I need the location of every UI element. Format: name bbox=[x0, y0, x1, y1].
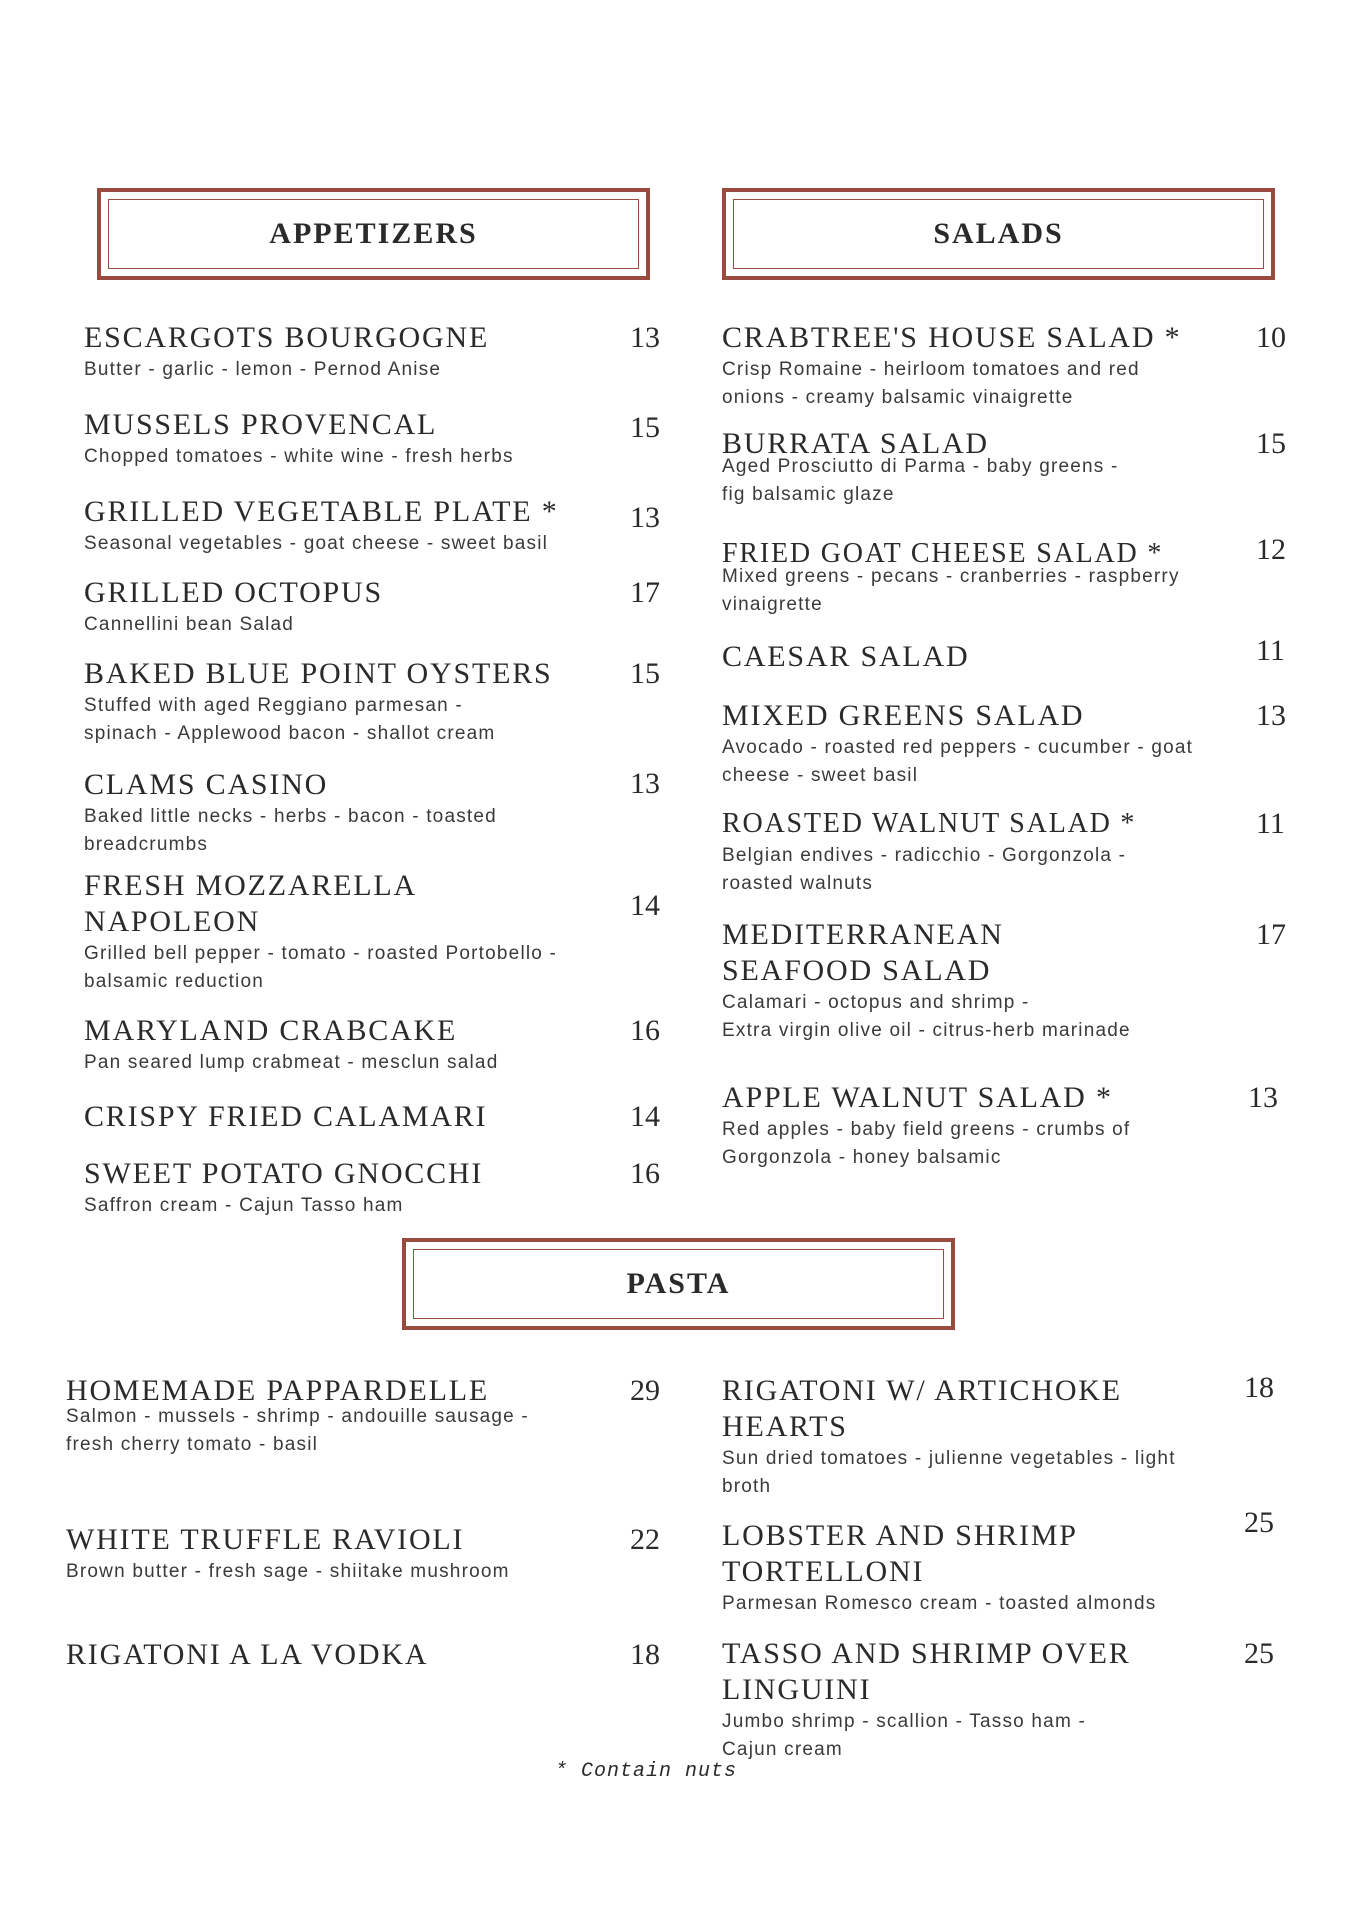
item-description: Belgian endives - radicchio - Gorgonzola - bbox=[722, 845, 1127, 866]
appetizers-title: APPETIZERS bbox=[108, 199, 639, 269]
item-name: FRESH MOZZARELLA bbox=[84, 869, 417, 902]
appetizers-header bbox=[97, 188, 650, 280]
item-name: BAKED BLUE POINT OYSTERS bbox=[84, 657, 553, 690]
item-description: Saffron cream - Cajun Tasso ham bbox=[84, 1195, 404, 1216]
item-name: APPLE WALNUT SALAD * bbox=[722, 1081, 1113, 1114]
menu-item bbox=[84, 494, 559, 558]
menu-item bbox=[84, 868, 557, 996]
item-description: roasted walnuts bbox=[722, 873, 874, 894]
item-price: 22 bbox=[630, 1523, 660, 1556]
item-description: broth bbox=[722, 1476, 772, 1497]
item-description: Grilled bell pepper - tomato - roasted Portobello - bbox=[84, 943, 558, 964]
menu-item bbox=[66, 1637, 428, 1673]
item-price: 18 bbox=[630, 1638, 660, 1671]
item-name: TASSO AND SHRIMP OVER bbox=[722, 1637, 1131, 1670]
item-description: Gorgonzola - honey balsamic bbox=[722, 1147, 1002, 1168]
item-description: Parmesan Romesco cream - toasted almonds bbox=[722, 1593, 1157, 1614]
item-price: 15 bbox=[630, 411, 660, 444]
item-description: Calamari - octopus and shrimp - bbox=[722, 992, 1030, 1013]
item-description: Sun dried tomatoes - julienne vegetables - light bbox=[722, 1448, 1176, 1469]
menu-item bbox=[722, 1080, 1130, 1172]
item-description: Brown butter - fresh sage - shiitake mushroom bbox=[66, 1561, 510, 1582]
footnote: * Contain nuts bbox=[555, 1760, 738, 1783]
item-price: 15 bbox=[630, 657, 660, 690]
menu-item bbox=[722, 426, 1119, 509]
item-description: Cannellini bean Salad bbox=[84, 614, 295, 635]
item-price: 11 bbox=[1256, 807, 1285, 840]
menu-item bbox=[722, 536, 1180, 619]
item-description: Extra virgin olive oil - citrus-herb marinade bbox=[722, 1020, 1131, 1041]
item-description: balsamic reduction bbox=[84, 971, 265, 992]
item-price: 14 bbox=[630, 1100, 660, 1133]
item-price: 13 bbox=[630, 767, 660, 800]
menu-item bbox=[66, 1373, 529, 1459]
item-description: breadcrumbs bbox=[84, 834, 209, 855]
menu-item bbox=[84, 767, 497, 859]
item-name: BURRATA SALAD bbox=[722, 427, 989, 460]
item-name: CRABTREE'S HOUSE SALAD * bbox=[722, 321, 1182, 354]
menu-item bbox=[722, 1373, 1176, 1501]
menu-item bbox=[722, 320, 1181, 412]
menu-item bbox=[84, 575, 383, 639]
item-price: 17 bbox=[1256, 918, 1286, 951]
item-name: SWEET POTATO GNOCCHI bbox=[84, 1157, 484, 1190]
item-name: HEARTS bbox=[722, 1410, 848, 1443]
item-price: 13 bbox=[1248, 1081, 1278, 1114]
item-name: LINGUINI bbox=[722, 1673, 872, 1706]
item-price: 13 bbox=[1256, 699, 1286, 732]
menu-item bbox=[722, 639, 969, 675]
item-price: 25 bbox=[1244, 1506, 1274, 1539]
item-price: 16 bbox=[630, 1157, 660, 1190]
item-description: fig balsamic glaze bbox=[722, 484, 895, 505]
item-description: Aged Prosciutto di Parma - baby greens - bbox=[722, 456, 1119, 477]
item-name: HOMEMADE PAPPARDELLE bbox=[66, 1374, 490, 1407]
item-name: GRILLED VEGETABLE PLATE * bbox=[84, 495, 559, 528]
item-name: NAPOLEON bbox=[84, 905, 261, 938]
item-price: 16 bbox=[630, 1014, 660, 1047]
item-description: Mixed greens - pecans - cranberries - raspberry bbox=[722, 566, 1180, 587]
menu-item bbox=[722, 1518, 1157, 1618]
item-description: Baked little necks - herbs - bacon - toasted bbox=[84, 806, 497, 827]
menu-item bbox=[84, 1013, 498, 1077]
menu-item bbox=[84, 1156, 483, 1220]
item-name: CRISPY FRIED CALAMARI bbox=[84, 1100, 488, 1133]
item-price: 18 bbox=[1244, 1371, 1274, 1404]
item-description: Salmon - mussels - shrimp - andouille sausage - bbox=[66, 1406, 529, 1427]
item-description: Butter - garlic - lemon - Pernod Anise bbox=[84, 359, 442, 380]
item-name: RIGATONI A LA VODKA bbox=[66, 1638, 429, 1671]
menu-item bbox=[722, 806, 1136, 898]
item-description: fresh cherry tomato - basil bbox=[66, 1434, 319, 1455]
item-price: 29 bbox=[630, 1374, 660, 1407]
item-price: 15 bbox=[1256, 427, 1286, 460]
menu-item bbox=[722, 1636, 1131, 1764]
item-name: MEDITERRANEAN bbox=[722, 918, 1004, 951]
item-description: Seasonal vegetables - goat cheese - sweet basil bbox=[84, 533, 549, 554]
item-name: RIGATONI W/ ARTICHOKE bbox=[722, 1374, 1122, 1407]
menu-item bbox=[66, 1522, 510, 1586]
item-name: CAESAR SALAD bbox=[722, 640, 970, 673]
item-description: vinaigrette bbox=[722, 594, 823, 615]
item-name: MARYLAND CRABCAKE bbox=[84, 1014, 458, 1047]
item-price: 17 bbox=[630, 576, 660, 609]
menu-item bbox=[722, 698, 1193, 790]
item-description: spinach - Applewood bacon - shallot cream bbox=[84, 723, 496, 744]
item-description: Jumbo shrimp - scallion - Tasso ham - bbox=[722, 1711, 1086, 1732]
salads-title: SALADS bbox=[733, 199, 1264, 269]
menu-item bbox=[84, 320, 489, 384]
item-description: Avocado - roasted red peppers - cucumber - goat bbox=[722, 737, 1194, 758]
item-name: SEAFOOD SALAD bbox=[722, 954, 992, 987]
item-price: 13 bbox=[630, 321, 660, 354]
item-description: onions - creamy balsamic vinaigrette bbox=[722, 387, 1074, 408]
menu-item bbox=[84, 656, 553, 748]
item-price: 12 bbox=[1256, 533, 1286, 566]
item-name: TORTELLONI bbox=[722, 1555, 925, 1588]
item-price: 10 bbox=[1256, 321, 1286, 354]
item-name: CLAMS CASINO bbox=[84, 768, 329, 801]
item-price: 14 bbox=[630, 889, 660, 922]
item-name: MIXED GREENS SALAD bbox=[722, 699, 1085, 732]
item-price: 11 bbox=[1256, 634, 1285, 667]
item-name: MUSSELS PROVENCAL bbox=[84, 408, 438, 441]
item-description: Cajun cream bbox=[722, 1739, 843, 1760]
menu-item bbox=[84, 407, 514, 471]
item-description: Crisp Romaine - heirloom tomatoes and red bbox=[722, 359, 1140, 380]
item-description: Stuffed with aged Reggiano parmesan - bbox=[84, 695, 463, 716]
item-name: FRIED GOAT CHEESE SALAD * bbox=[722, 538, 1164, 569]
menu-item bbox=[722, 917, 1131, 1045]
salads-header bbox=[722, 188, 1275, 280]
item-price: 25 bbox=[1244, 1637, 1274, 1670]
pasta-header bbox=[402, 1238, 955, 1330]
item-description: Red apples - baby field greens - crumbs of bbox=[722, 1119, 1131, 1140]
item-name: GRILLED OCTOPUS bbox=[84, 576, 383, 609]
menu-item bbox=[84, 1099, 487, 1135]
item-name: LOBSTER AND SHRIMP bbox=[722, 1519, 1078, 1552]
item-description: Pan seared lump crabmeat - mesclun salad bbox=[84, 1052, 499, 1073]
pasta-title: PASTA bbox=[413, 1249, 944, 1319]
item-name: ROASTED WALNUT SALAD * bbox=[722, 808, 1137, 839]
item-price: 13 bbox=[630, 501, 660, 534]
item-description: cheese - sweet basil bbox=[722, 765, 919, 786]
item-name: WHITE TRUFFLE RAVIOLI bbox=[66, 1523, 465, 1556]
item-description: Chopped tomatoes - white wine - fresh herbs bbox=[84, 446, 514, 467]
item-name: ESCARGOTS BOURGOGNE bbox=[84, 321, 490, 354]
